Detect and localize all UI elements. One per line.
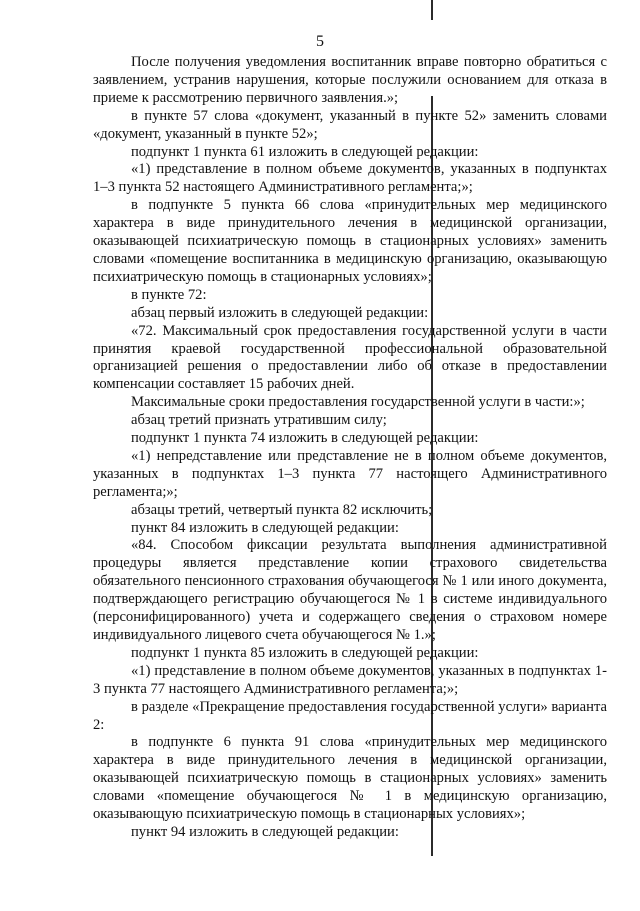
paragraph: в пункте 57 слова «документ, указанный в пункте 52» заменить словами «документ, указанный в пункте 52»; — [93, 107, 607, 142]
paragraph: Максимальные сроки предоставления государственной услуги в части:»; — [131, 394, 585, 411]
paragraph: пункт 94 изложить в следующей редакции: — [131, 823, 399, 840]
paragraph: в пункте 72: — [131, 286, 207, 303]
paragraph: «1) представление в полном объеме документов, указанных в подпунктах 1-3 пункта 77 настоящего Административного регламента;»; — [93, 662, 607, 697]
paragraph: подпункт 1 пункта 85 изложить в следующей редакции: — [131, 644, 479, 661]
paragraph: в подпункте 5 пункта 66 слова «принудительных мер медицинского характера в виде принудительного лечения в медицинской организации, оказывающей психиатрическую помощь в стационарных условиях» заменить словами «помещение воспитанника в медицинскую организацию, оказывающую психиатрическую помощь в стационарных условиях»; — [93, 197, 607, 285]
paragraph: абзац третий признать утратившим силу; — [131, 412, 387, 429]
paragraph: «72. Максимальный срок предоставления государственной услуги в части принятия краевой государственной профессиональной образовательной организацией решения о предоставлении либо об отказе в предоставлении компенсации составляет 15 рабочих дней. — [93, 322, 607, 393]
paragraph: в подпункте 6 пункта 91 слова «принудительных мер медицинского характера в виде принудительного лечения в медицинской организации, оказывающей психиатрическую помощь в стационарных условиях» заменить словами «помещение обучающегося № 1 в медицинскую организацию, оказывающую психиатрическую помощь в стационарных условиях»; — [93, 734, 607, 823]
paragraph: абзацы третий, четвертый пункта 82 исключить; — [131, 501, 433, 518]
paragraph: После получения уведомления воспитанник вправе повторно обратиться с заявлением, устранив нарушения, которые послужили основанием для отказа в приеме к рассмотрению первичного заявления.»; — [93, 54, 607, 106]
paragraph: пункт 84 изложить в следующей редакции: — [131, 519, 399, 536]
paragraph: «1) представление в полном объеме документов, указанных в подпунктах 1–3 пункта 52 настоящего Административного регламента;»; — [93, 161, 607, 196]
paragraph: в разделе «Прекращение предоставления государственной услуги» варианта 2: — [93, 698, 607, 733]
paragraph: подпункт 1 пункта 74 изложить в следующей редакции: — [131, 430, 479, 447]
paragraph: подпункт 1 пункта 61 изложить в следующей редакции: — [131, 143, 479, 160]
paragraph: абзац первый изложить в следующей редакции: — [131, 304, 429, 321]
paragraph: «84. Способом фиксации результата выполнения административной процедуры является представление копии страхового свидетельства обязательного пенсионного страхования обучающегося № 1 или иного документа, подтверждающего регистрацию обучающегося № 1 в системе индивидуального (персонифицированного) учета и содержащего сведения о страховом номере индивидуального лицевого счета обучающегося № 1.»; — [93, 537, 607, 643]
scan-artifact-line — [431, 0, 433, 20]
paragraph: «1) непредставление или представление не в полном объеме документов, указанных в подпунктах 1–3 пункта 77 настоящего Административного регламента;»; — [93, 447, 607, 500]
document-body — [93, 54, 607, 842]
page-number: 5 — [316, 33, 324, 50]
